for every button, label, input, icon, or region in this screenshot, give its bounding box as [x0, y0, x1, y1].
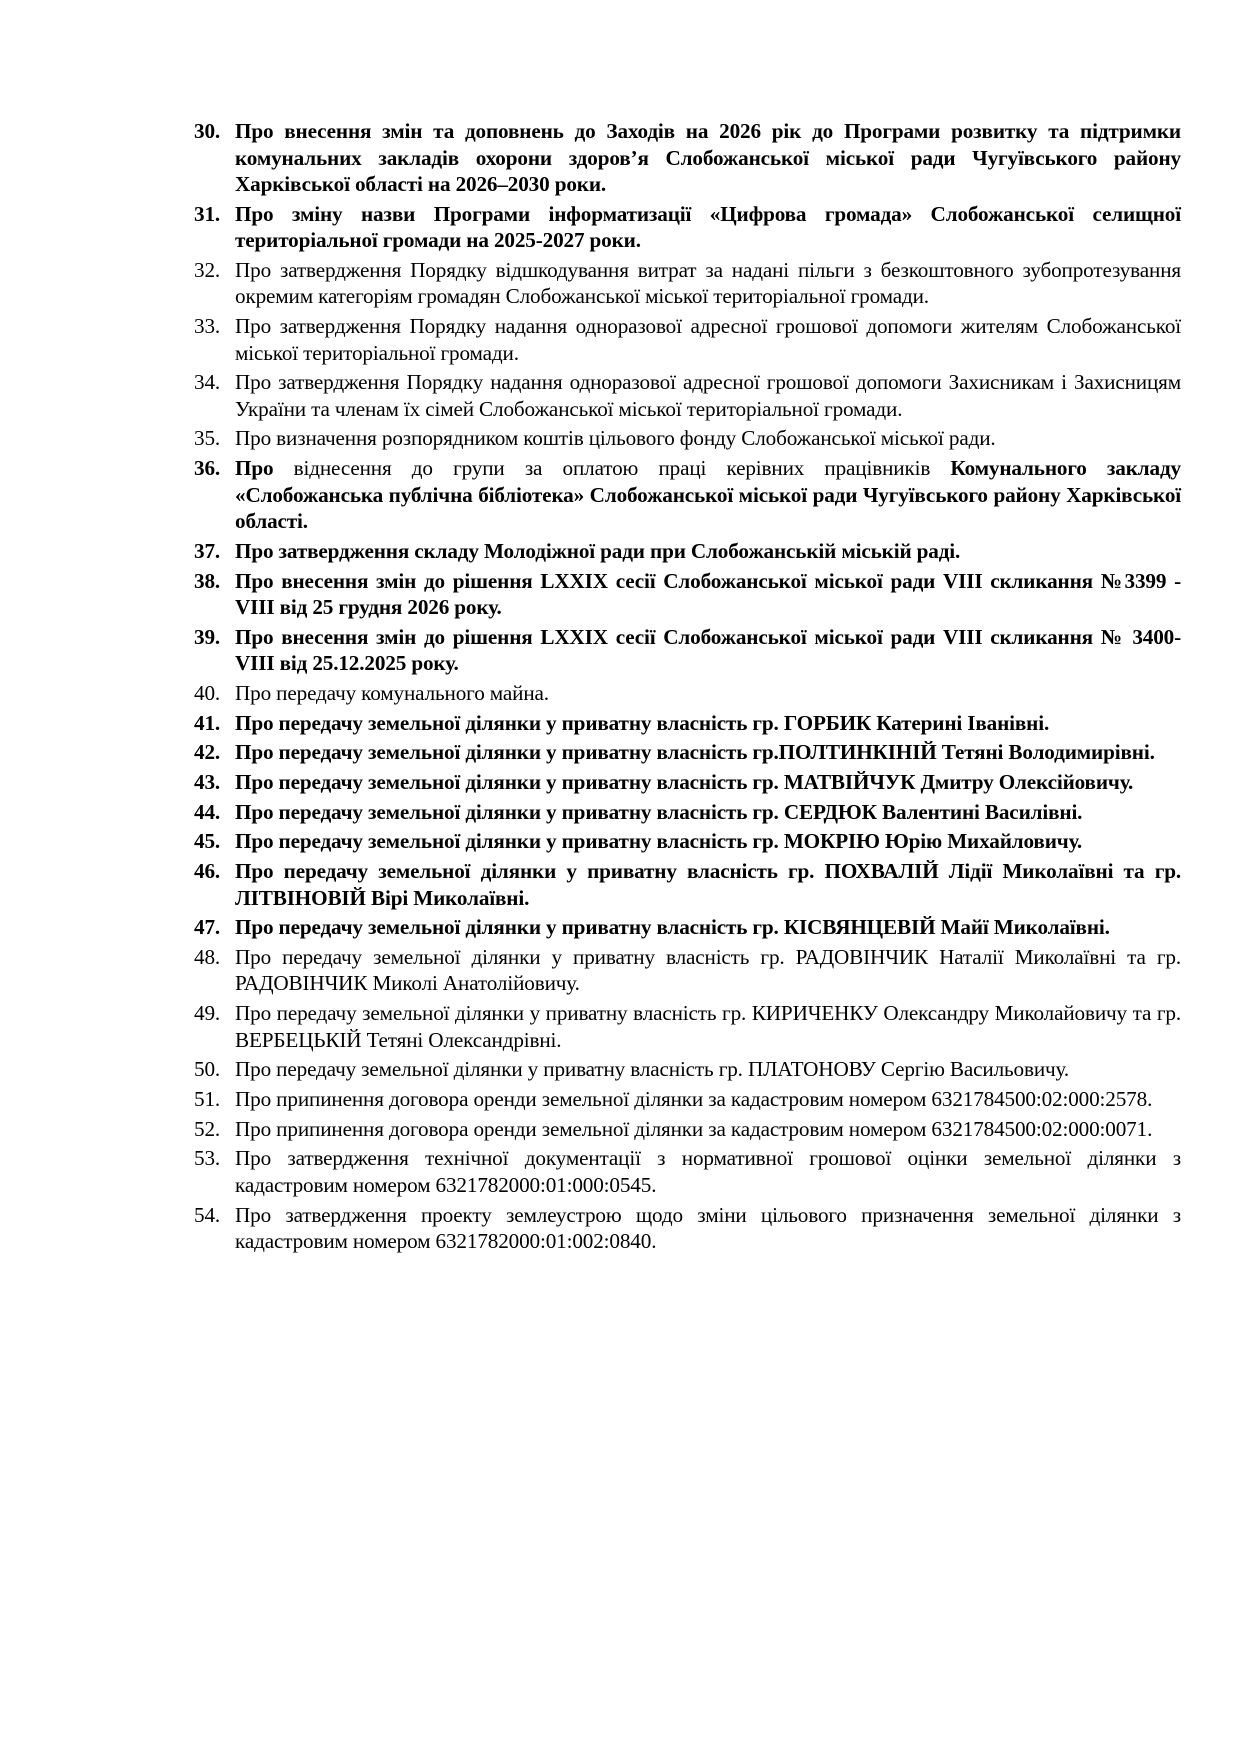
- document-page: [194, 118, 1181, 1258]
- item-text: [235, 625, 1181, 676]
- item-number: 53.: [194, 1146, 221, 1171]
- item-number: 41.: [194, 710, 221, 735]
- agenda-item-44: [194, 799, 1181, 826]
- item-text-segment: Про затвердження складу Молодіжної ради при Слобожанській міській раді.: [235, 538, 961, 563]
- agenda-item-30: [194, 118, 1181, 198]
- item-text-segment: Про припинення договора оренди земельної ділянки за кадастровим номером 6321784500:02:000:0071.: [235, 1116, 1153, 1141]
- item-number: 30.: [194, 119, 221, 143]
- agenda-item-43: [194, 769, 1181, 796]
- agenda-item-41: [194, 710, 1181, 737]
- item-text-segment: Про внесення змін та доповнень до Заходів на 2026 рік до Програми розвитку та підтримки комунальних закладів охорони здоров’я Слобожанської міської ради Чугуївського району Харківської області на 2026–2030 роки.: [235, 119, 1181, 196]
- item-number: 46.: [194, 859, 221, 883]
- item-text: [235, 829, 1082, 853]
- item-number: 31.: [194, 201, 221, 226]
- agenda-item-31: [194, 201, 1181, 254]
- agenda-item-50: [194, 1056, 1181, 1083]
- agenda-item-40: [194, 680, 1181, 707]
- agenda-item-51: [194, 1086, 1181, 1113]
- item-number: 50.: [194, 1057, 221, 1082]
- item-text-segment: Про передачу земельної ділянки у приватну власність гр. ПЛАТОНОВУ Сергію Васильовичу.: [235, 1057, 1069, 1082]
- agenda-item-53: [194, 1145, 1181, 1198]
- item-text: [235, 539, 960, 563]
- item-text: [235, 370, 1181, 421]
- item-text-segment: Комунального закладу «Слобожанська публічна бібліотека» Слобожанської міської ради Чугуївського району Харківської області.: [235, 456, 1181, 534]
- item-number: 52.: [194, 1116, 221, 1141]
- item-text-segment: Про затвердження технічної документації з нормативної грошової оцінки земельної ділянки з кадастровим номером 6321782000:01:000:0545.: [235, 1146, 1181, 1197]
- item-number: 39.: [194, 624, 221, 649]
- item-text: [235, 915, 1110, 939]
- agenda-item-54: [194, 1202, 1181, 1255]
- item-text: [235, 770, 1133, 794]
- agenda-item-37: [194, 538, 1181, 565]
- item-text-segment: Про передачу комунального майна.: [235, 680, 549, 705]
- agenda-item-33: [194, 313, 1181, 366]
- item-text-segment: Про внесення змін до рішення LXXIX сесії Слобожанської міської ради VIII скликання №3399 - VIII від 25 грудня 2026 року.: [235, 568, 1181, 619]
- item-text: [235, 740, 1155, 764]
- item-number: 40.: [194, 680, 221, 705]
- item-text-segment: Про припинення договора оренди земельної ділянки за кадастровим номером 6321784500:02:000:2578.: [235, 1086, 1153, 1111]
- agenda-list: [194, 118, 1181, 1255]
- item-text-segment: віднесення до групи за оплатою праці керівних працівників: [293, 456, 951, 481]
- item-text: [235, 456, 1181, 533]
- item-number: 54.: [194, 1202, 221, 1227]
- item-text: [235, 1001, 1181, 1052]
- item-number: 35.: [194, 426, 221, 451]
- item-text: [235, 800, 1082, 824]
- item-text-segment: Про: [235, 456, 294, 481]
- item-text-segment: Про затвердження Порядку надання одноразової адресної грошової допомоги Захисникам і Захисницям України та членам їх сімей Слобожанської міської територіальної громади.: [235, 370, 1181, 421]
- item-number: 49.: [194, 1001, 221, 1026]
- agenda-item-46: [194, 858, 1181, 911]
- item-text-segment: Про затвердження Порядку надання одноразової адресної грошової допомоги жителям Слобожанської міської територіальної громади.: [235, 314, 1181, 365]
- item-number: 34.: [194, 370, 221, 395]
- agenda-item-32: [194, 257, 1181, 310]
- item-text: [235, 1146, 1181, 1197]
- item-number: 38.: [194, 568, 221, 593]
- item-number: 44.: [194, 799, 221, 824]
- item-text: [235, 258, 1181, 309]
- agenda-item-48: [194, 944, 1181, 997]
- item-text-segment: Про визначення розпорядником коштів цільового фонду Слобожанської міської ради.: [235, 426, 996, 451]
- agenda-item-34: [194, 369, 1181, 422]
- item-text: [235, 1057, 1069, 1081]
- agenda-item-47: [194, 914, 1181, 941]
- item-text: [235, 569, 1181, 620]
- item-text: [235, 711, 1049, 735]
- agenda-item-52: [194, 1116, 1181, 1143]
- item-text: [235, 202, 1181, 253]
- item-number: 33.: [194, 314, 221, 339]
- item-text: [235, 119, 1181, 196]
- item-number: 36.: [194, 456, 221, 481]
- item-text-segment: Про внесення змін до рішення LXXIX сесії Слобожанської міської ради VIII скликання № 3400-VIII від 25.12.2025 року.: [235, 624, 1181, 676]
- item-text-segment: Про зміну назви Програми інформатизації «Цифрова громада» Слобожанської селищної територіальної громади на 2025-2027 роки.: [235, 201, 1181, 253]
- item-text: [235, 1087, 1152, 1111]
- item-text: [235, 1117, 1152, 1141]
- agenda-item-35: [194, 425, 1181, 452]
- item-text: [235, 1203, 1181, 1254]
- agenda-item-45: [194, 828, 1181, 855]
- item-text-segment: Про передачу земельної ділянки у приватну власність гр.ПОЛТИНКІНІЙ Тетяні Володимирівні.: [235, 740, 1155, 765]
- item-text: [235, 859, 1181, 910]
- item-text: [235, 681, 549, 705]
- item-text: [235, 314, 1181, 365]
- item-text: [235, 426, 996, 450]
- item-number: 32.: [194, 257, 221, 282]
- item-text-segment: Про передачу земельної ділянки у приватну власність гр. КИРИЧЕНКУ Олександру Миколайовичу та гр. ВЕРБЕЦЬКІЙ Тетяні Олександрівні.: [235, 1001, 1181, 1052]
- item-text-segment: Про затвердження проекту землеустрою щодо зміни цільового призначення земельної ділянки з кадастровим номером 6321782000:01:002:0840.: [235, 1202, 1181, 1253]
- agenda-item-42: [194, 739, 1181, 766]
- item-number: 48.: [194, 944, 221, 969]
- item-text-segment: Про передачу земельної ділянки у приватну власність гр. КІСВЯНЦЕВІЙ Майї Миколаївні.: [235, 915, 1110, 940]
- item-number: 47.: [194, 915, 221, 940]
- agenda-item-49: [194, 1000, 1181, 1053]
- item-text-segment: Про затвердження Порядку відшкодування витрат за надані пільги з безкоштовного зубопротезування окремим категоріям громадян Слобожанської міської територіальної громади.: [235, 257, 1181, 309]
- item-text-segment: Про передачу земельної ділянки у приватну власність гр. МОКРІЮ Юрію Михайловичу.: [235, 829, 1083, 854]
- item-number: 37.: [194, 538, 221, 563]
- agenda-item-39: [194, 624, 1181, 677]
- agenda-item-36: [194, 455, 1181, 535]
- item-text-segment: Про передачу земельної ділянки у приватну власність гр. ГОРБИК Катерині Іванівні.: [235, 710, 1050, 735]
- item-number: 45.: [194, 829, 221, 854]
- item-text: [235, 945, 1181, 996]
- item-number: 42.: [194, 740, 221, 765]
- item-text-segment: Про передачу земельної ділянки у приватну власність гр. МАТВІЙЧУК Дмитру Олексійовичу.: [235, 769, 1134, 794]
- item-text-segment: Про передачу земельної ділянки у приватну власність гр. СЕРДЮК Валентині Василівні.: [235, 799, 1083, 824]
- item-number: 43.: [194, 769, 221, 794]
- item-number: 51.: [194, 1086, 221, 1111]
- agenda-item-38: [194, 568, 1181, 621]
- item-text-segment: Про передачу земельної ділянки у приватну власність гр. РАДОВІНЧИК Наталії Миколаївні та гр. РАДОВІНЧИК Миколі Анатолійовичу.: [235, 944, 1181, 996]
- item-text-segment: Про передачу земельної ділянки у приватну власність гр. ПОХВАЛІЙ Лідії Миколаївні та гр. ЛІТВІНОВІЙ Вірі Миколаївні.: [235, 859, 1181, 910]
